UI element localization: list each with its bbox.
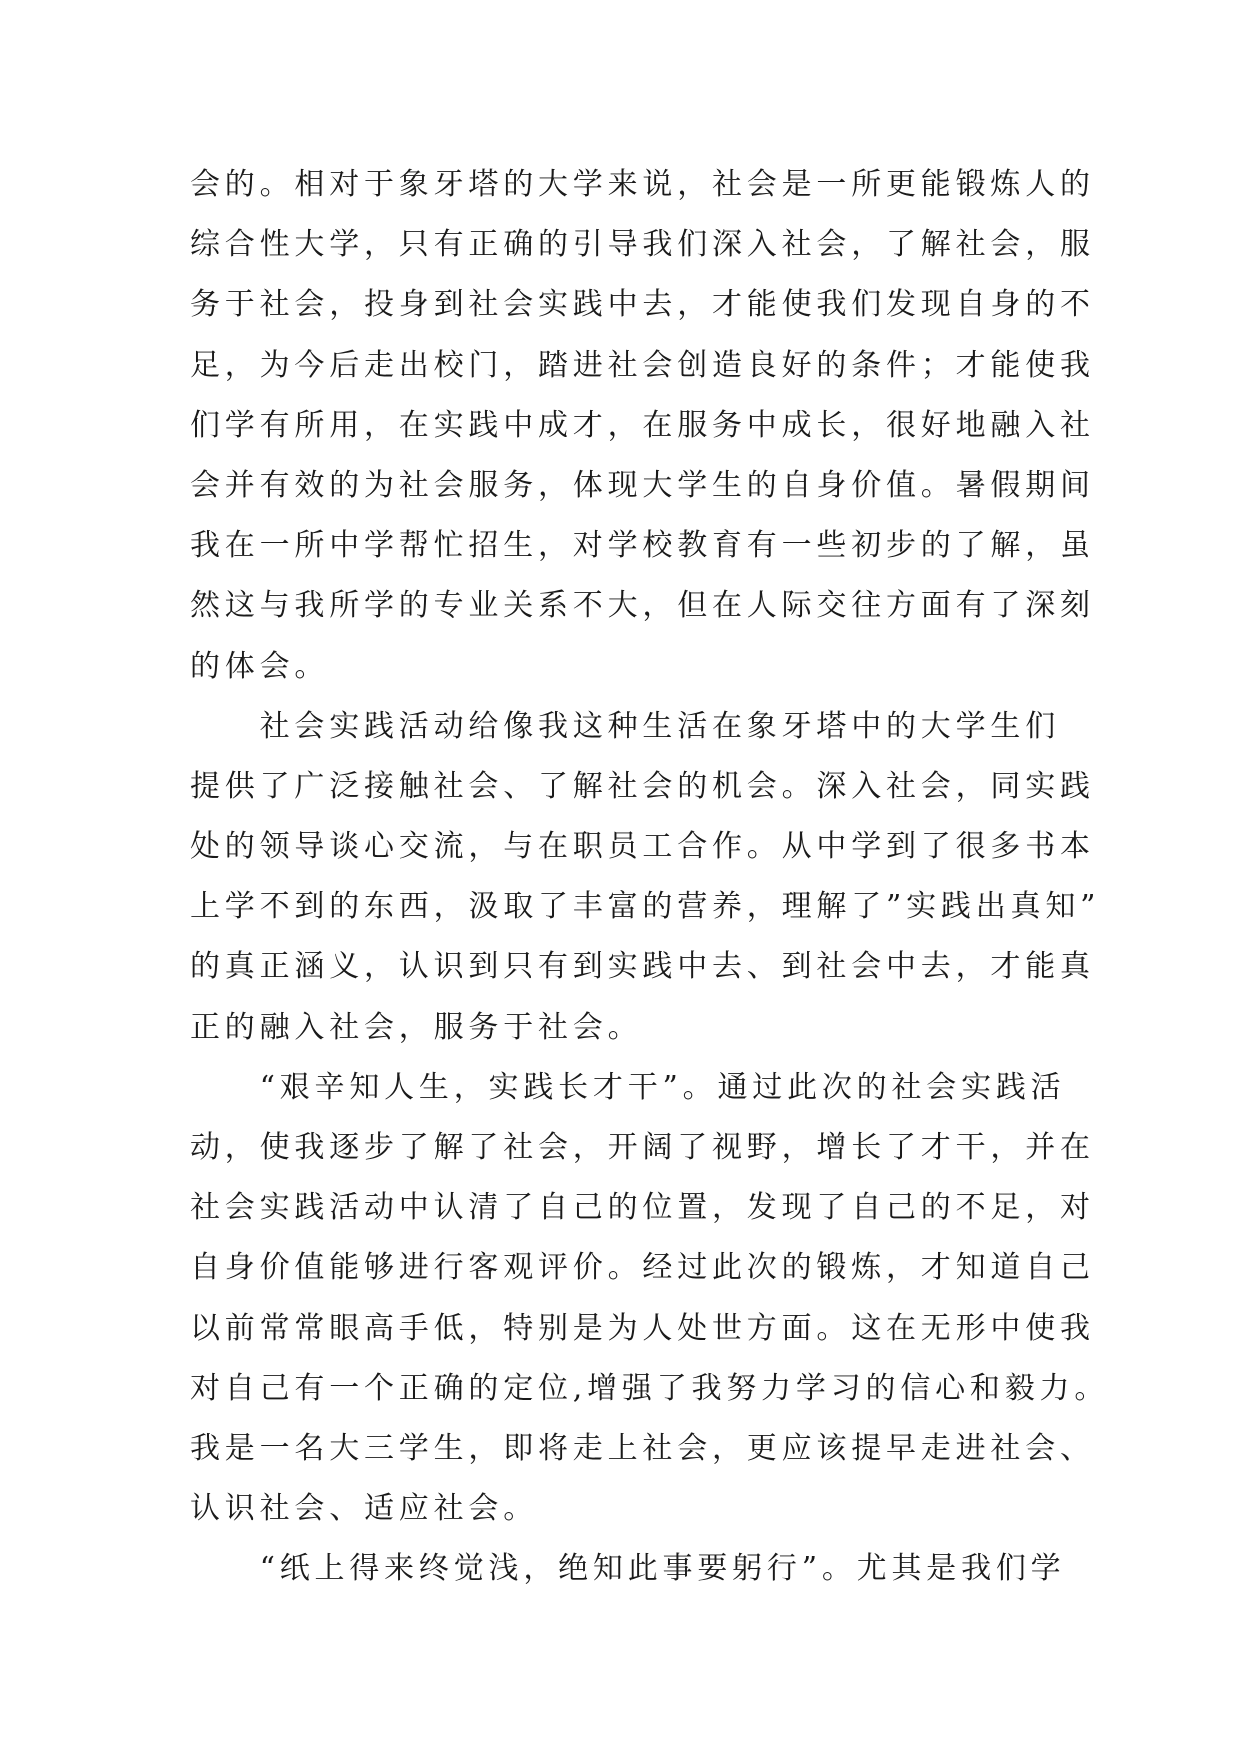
- text-line: 会的。相对于象牙塔的大学来说，社会是一所更能锻炼人的: [190, 167, 1095, 202]
- text-line: 的真正涵义，认识到只有到实践中去、到社会中去，才能真: [190, 949, 1095, 985]
- text-line: 动，使我逐步了解了社会，开阔了视野，增长了才干，并在: [190, 1130, 1095, 1165]
- text-line: 综合性大学，只有正确的引导我们深入社会，了解社会，服: [190, 227, 1095, 263]
- text-line: “纸上得来终觉浅，绝知此事要躬行”。尤其是我们学: [190, 1551, 1066, 1587]
- text-line: 足，为今后走出校门，踏进社会创造良好的条件；才能使我: [190, 347, 1095, 383]
- text-line: 社会实践活动中认清了自己的位置，发现了自己的不足，对: [190, 1190, 1095, 1226]
- text-line: 以前常常眼高手低，特别是为人处世方面。这在无形中使我: [190, 1310, 1095, 1346]
- text-line: 提供了广泛接触社会、了解社会的机会。深入社会，同实践: [190, 768, 1095, 804]
- text-line: 们学有所用，在实践中成才，在服务中成长，很好地融入社: [190, 407, 1095, 443]
- text-line: 社会实践活动给像我这种生活在象牙塔中的大学生们: [190, 708, 1060, 744]
- body-text: [190, 155, 1110, 1600]
- text-line: 自身价值能够进行客观评价。经过此次的锻炼，才知道自己: [190, 1250, 1095, 1286]
- text-line: 务于社会，投身到社会实践中去，才能使我们发现自身的不: [190, 287, 1095, 323]
- text-line: 上学不到的东西，汲取了丰富的营养，理解了”实践出真知”: [190, 889, 1101, 925]
- text-line: 对自己有一个正确的定位,增强了我努力学习的信心和毅力。: [190, 1370, 1110, 1406]
- text-line: 正的融入社会，服务于社会。: [190, 1009, 643, 1045]
- text-line: 的体会。: [190, 648, 330, 684]
- text-line: 处的领导谈心交流，与在职员工合作。从中学到了很多书本: [190, 829, 1095, 865]
- text-line: 认识社会、适应社会。: [190, 1491, 538, 1527]
- text-line: 然这与我所学的专业关系不大，但在人际交往方面有了深刻: [190, 588, 1095, 624]
- text-line: 我在一所中学帮忙招生，对学校教育有一些初步的了解，虽: [190, 528, 1095, 564]
- text-line: “艰辛知人生，实践长才干”。通过此次的社会实践活: [190, 1069, 1066, 1105]
- text-line: 我是一名大三学生，即将走上社会，更应该提早走进社会、: [190, 1430, 1095, 1466]
- text-line: 会并有效的为社会服务，体现大学生的自身价值。暑假期间: [190, 467, 1095, 503]
